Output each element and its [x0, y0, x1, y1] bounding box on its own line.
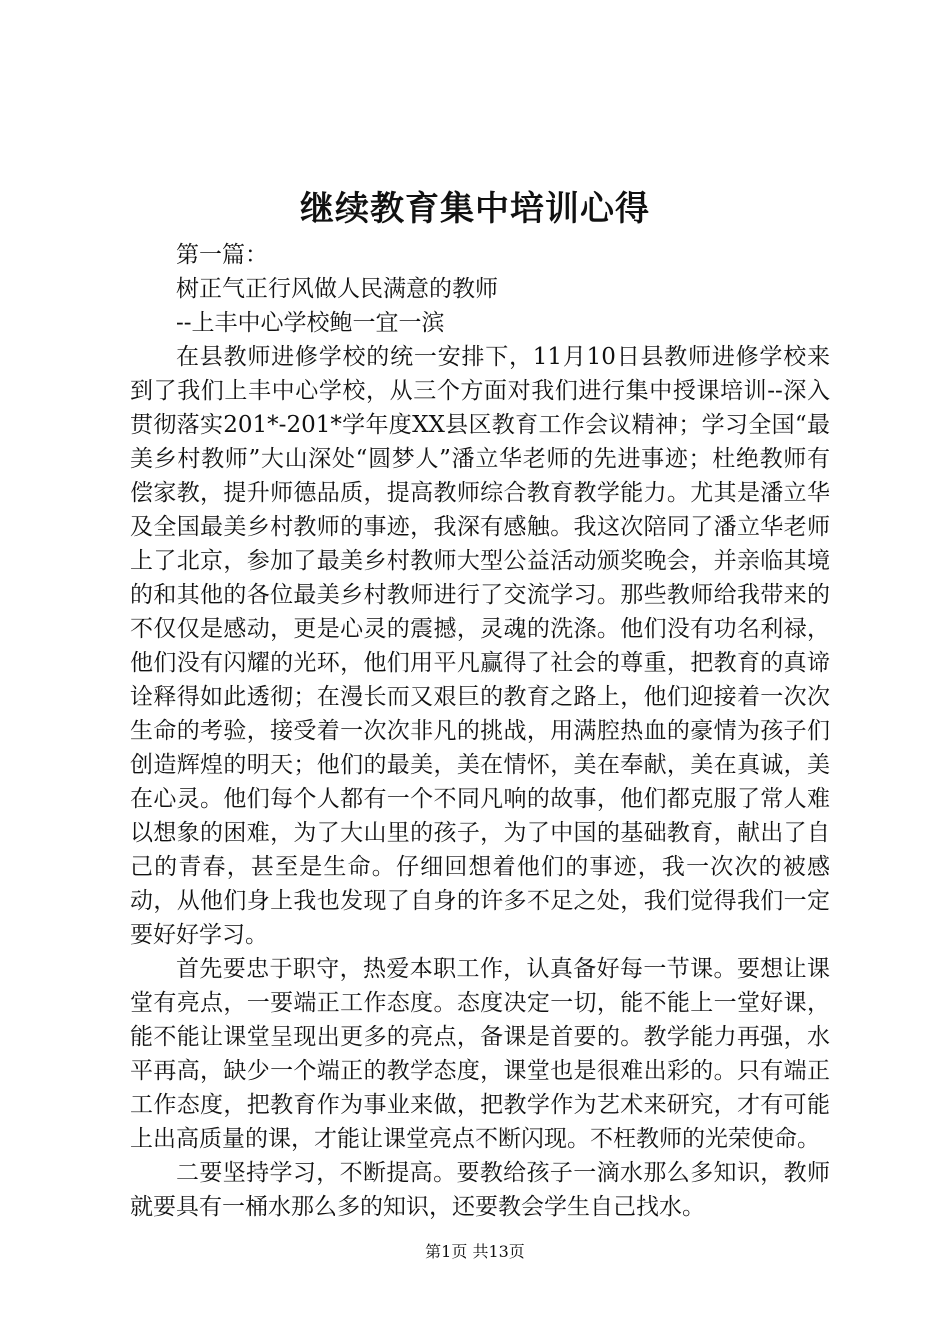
author-line: --上丰中心学校鲍一宜一滨: [176, 310, 445, 336]
document-body: [130, 238, 830, 1224]
body-paragraph: 二要坚持学习，不断提高。要教给孩子一滴水那么多知识，教师就要具有一桶水那么多的知识，还要教会学生自己找水。: [130, 1160, 830, 1220]
body-paragraph: 在县教师进修学校的统一安排下，11月10日县教师进修学校来到了我们上丰中心学校，从三个方面对我们进行集中授课培训--深入贯彻落实201*-201*学年度XX县区教育工作会议精神；学习全国“最美乡村教师”大山深处“圆梦人”潘立华老师的先进事迹；杜绝教师有偿家教，提升师德品质，提高教师综合教育教学能力。尤其是潘立华及全国最美乡村教师的事迹，我深有感触。我这次陪同了潘立华老师上了北京，参加了最美乡村教师大型公益活动颁奖晚会，并亲临其境的和其他的各位最美乡村教师进行了交流学习。那些教师给我带来的不仅仅是感动，更是心灵的震撼，灵魂的洗涤。他们没有功名利禄，他们没有闪耀的光环，他们用平凡赢得了社会的尊重，把教育的真谛诠释得如此透彻；在漫长而又艰巨的教育之路上，他们迎接着一次次生命的考验，接受着一次次非凡的挑战，用满腔热血的豪情为孩子们创造辉煌的明天；他们的最美，美在情怀，美在奉献，美在真诚，美在心灵。他们每个人都有一个不同凡响的故事，他们都克服了常人难以想象的困难，为了大山里的孩子，为了中国的基础教育，献出了自己的青春，甚至是生命。仔细回想着他们的事迹，我一次次的被感动，从他们身上我也发现了自身的许多不足之处，我们觉得我们一定要好好学习。: [130, 344, 830, 948]
document-title: 继续教育集中培训心得: [300, 189, 650, 229]
article-title: 树正气正行风做人民满意的教师: [176, 276, 498, 302]
page-number: 第1页 共13页: [425, 1242, 525, 1261]
section-heading: 第一篇：: [176, 242, 268, 268]
body-paragraph: 首先要忠于职守，热爱本职工作，认真备好每一节课。要想让课堂有亮点，一要端正工作态度。态度决定一切，能不能上一堂好课，能不能让课堂呈现出更多的亮点，备课是首要的。教学能力再强，水平再高，缺少一个端正的教学态度，课堂也是很难出彩的。只有端正工作态度，把教育作为事业来做，把教学作为艺术来研究，才有可能上出高质量的课，才能让课堂亮点不断闪现。不枉教师的光荣使命。: [130, 956, 830, 1152]
